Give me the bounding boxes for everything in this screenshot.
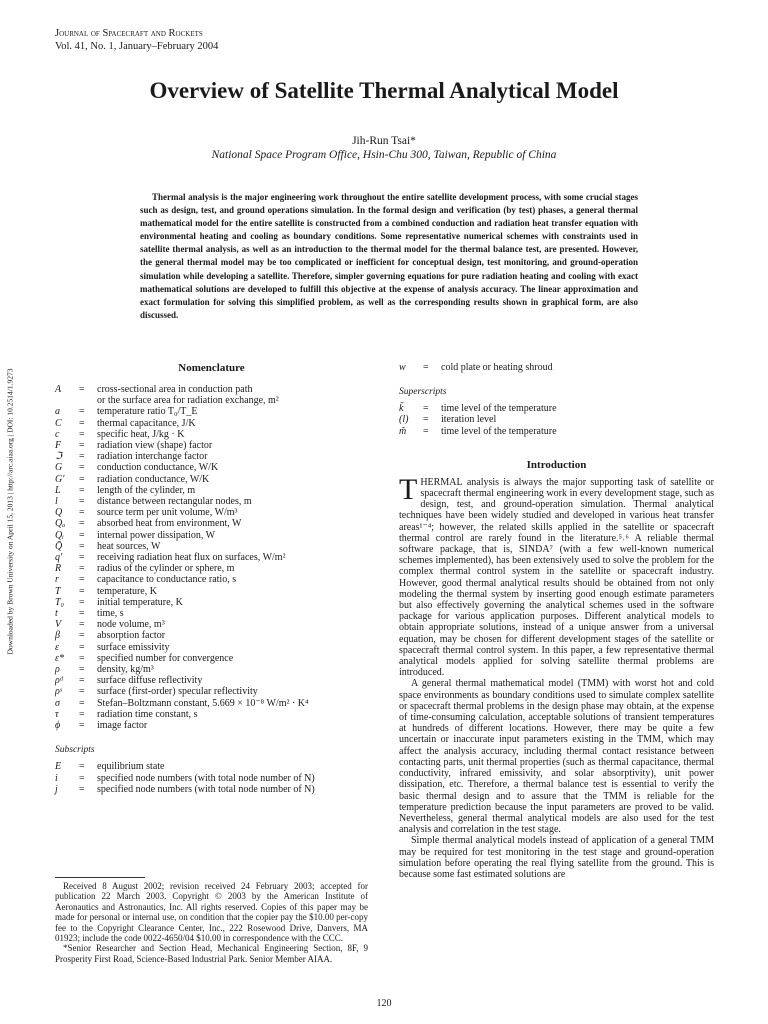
definition-text: time, s bbox=[97, 608, 124, 620]
definition-text: time level of the temperature bbox=[441, 403, 557, 415]
definition-text: radiation conductance, W/K bbox=[97, 473, 210, 485]
nomenclature-equals: = bbox=[79, 462, 85, 474]
nomenclature-definition bbox=[97, 761, 368, 772]
nomenclature-definition bbox=[97, 440, 368, 451]
nomenclature-row bbox=[55, 675, 368, 686]
nomenclature-symbol: m̃ bbox=[399, 425, 407, 437]
definition-text: specified node numbers (with total node number of N) bbox=[97, 772, 315, 784]
nomenclature-definition bbox=[97, 451, 368, 462]
lead-word: HERMAL bbox=[420, 476, 463, 488]
nomenclature-equals: = bbox=[423, 414, 429, 426]
nomenclature-symbol: q′ bbox=[55, 552, 63, 564]
definition-text: Stefan–Boltzmann constant, 5.669 × 10⁻⁸ W/m² · K⁴ bbox=[97, 697, 309, 709]
nomenclature-equals: = bbox=[79, 440, 85, 452]
superscripts-list bbox=[399, 403, 714, 437]
nomenclature-row bbox=[55, 586, 368, 597]
nomenclature-definition bbox=[97, 773, 368, 784]
superscripts-heading: Superscripts bbox=[399, 387, 447, 398]
nomenclature-definition bbox=[97, 429, 368, 440]
nomenclature-row bbox=[55, 440, 368, 451]
nomenclature-definition bbox=[97, 485, 368, 496]
nomenclature-symbol: Qₐ bbox=[55, 518, 66, 530]
nomenclature-equals: = bbox=[79, 585, 85, 597]
introduction-paragraph-3: Simple thermal analytical models instead of application of a general TMM may be required for test monitoring in the test stage and ground-operation simulation before operating the real flying satellite from the ground. This is because some fast estimated solutions are bbox=[399, 835, 714, 880]
definition-text: temperature, K bbox=[97, 585, 157, 597]
paper-title: Overview of Satellite Thermal Analytical Model bbox=[149, 78, 619, 103]
nomenclature-equals: = bbox=[79, 608, 85, 620]
definition-text: specific heat, J/kg · K bbox=[97, 428, 185, 440]
nomenclature-symbol: ε* bbox=[55, 652, 64, 664]
nomenclature-row bbox=[55, 686, 368, 697]
nomenclature-row bbox=[55, 709, 368, 720]
abstract bbox=[140, 191, 638, 322]
definition-text: internal power dissipation, W bbox=[97, 529, 216, 541]
nomenclature-symbol: T₀ bbox=[55, 596, 65, 608]
nomenclature-row bbox=[55, 784, 368, 795]
author-name: Jih-Run Tsai* bbox=[352, 135, 416, 147]
nomenclature-equals: = bbox=[79, 451, 85, 463]
nomenclature-definition bbox=[97, 474, 368, 485]
nomenclature-definition bbox=[441, 426, 714, 437]
nomenclature-equals: = bbox=[79, 406, 85, 418]
definition-text: surface (first-order) specular reflectivity bbox=[97, 686, 258, 698]
nomenclature-symbol: A bbox=[55, 384, 62, 395]
definition-text: length of the cylinder, m bbox=[97, 484, 196, 496]
nomenclature-symbol: k̃ bbox=[399, 403, 404, 415]
definition-text: heat sources, W bbox=[97, 540, 161, 552]
nomenclature-equals: = bbox=[79, 619, 85, 631]
nomenclature-equals: = bbox=[79, 652, 85, 664]
nomenclature-definition bbox=[97, 552, 368, 563]
nomenclature-symbol: t bbox=[55, 608, 58, 620]
nomenclature-symbol: V bbox=[55, 619, 62, 631]
nomenclature-symbol: T bbox=[55, 585, 61, 597]
nomenclature-definition bbox=[97, 608, 368, 619]
definition-text: surface emissivity bbox=[97, 641, 170, 653]
nomenclature-definition bbox=[441, 403, 714, 414]
abstract-text: Thermal analysis is the major engineering work throughout the entire satellite development process, with some crucial stages such as design, test, and ground operations simulation. In the formal design and verification (by test) phases, a general thermal mathematical model for the entire satellite is constructed from a combined conduction and radiation heat transfer equation with environmental heating and cooling as boundary conditions. Some representative numerical schemes with constraints used in satellite thermal analysis, as well as an introduction to the thermal model for the thermal balance test, are presented. However, the general thermal model may be too complicated or inefficient for conceptual design, test monitoring, and ground-operation simulation while developing a satellite. Therefore, simpler governing equations for pure radiation heating and cooling with exact mathematical solutions are developed to fulfill this objective at the expense of analysis accuracy. The linear approximation and exact formulation for solving this simplified problem, as well as the corresponding results shown in graphical form, are also discussed. bbox=[140, 192, 638, 320]
nomenclature-row bbox=[55, 474, 368, 485]
nomenclature-equals: = bbox=[79, 574, 85, 586]
nomenclature-equals: = bbox=[79, 720, 85, 732]
introduction-paragraph-1 bbox=[399, 472, 714, 679]
nomenclature-symbol: Qᵢ bbox=[55, 529, 64, 541]
nomenclature-row bbox=[55, 507, 368, 518]
introduction-paragraph-2: A general thermal mathematical model (TMM) with worst hot and cold space environments as boundary conditions used to simulate complex satellite or spacecraft thermal problems in the design phase may obtain, at the expense of time-consuming calculation, acceptable solutions of transient temperatures at hundreds of different locations. However, there may be quite a few uncertain or inaccurate input parameters existing in the TMM, which may affect the analysis accuracy, including thermal contact resistance between contacting parts, unit thermal properties (such as thermal capacitance, thermal conductivity, infrared emissivity, and solar absorptivity), unit power dissipation, etc. Therefore, a thermal balance test is essential to verify the basic thermal design and to assure that the TMM is reliable for the temperature prediction because the input parameters are proved to be valid. Nevertheless, general thermal analytical models are also used for the test analysis and correlation in the test stage. bbox=[399, 678, 714, 836]
nomenclature-row bbox=[55, 720, 368, 731]
nomenclature-row bbox=[55, 642, 368, 653]
nomenclature-definition bbox=[97, 619, 368, 630]
definition-text: cold plate or heating shroud bbox=[441, 362, 553, 373]
footnote-rule bbox=[55, 877, 145, 878]
nomenclature-row bbox=[399, 403, 714, 414]
nomenclature-symbol: E bbox=[55, 761, 62, 773]
nomenclature-definition bbox=[97, 630, 368, 641]
nomenclature-row bbox=[55, 406, 368, 417]
nomenclature-row bbox=[55, 597, 368, 608]
nomenclature-symbol: ρˢ bbox=[55, 686, 62, 698]
nomenclature-equals: = bbox=[79, 630, 85, 642]
nomenclature-symbol: F bbox=[55, 440, 62, 452]
introduction-body bbox=[399, 472, 714, 880]
definition-continuation: or the surface area for radiation exchange, m² bbox=[97, 395, 279, 407]
definition-text: radius of the cylinder or sphere, m bbox=[97, 563, 235, 575]
nomenclature-symbol: L bbox=[55, 484, 61, 496]
nomenclature-symbol: G bbox=[55, 462, 63, 474]
nomenclature-definition bbox=[97, 698, 368, 709]
nomenclature-definition bbox=[97, 574, 368, 585]
nomenclature-equals: = bbox=[79, 686, 85, 698]
page-number: 120 bbox=[376, 998, 392, 1009]
nomenclature-equals: = bbox=[79, 428, 85, 440]
nomenclature-equals: = bbox=[79, 697, 85, 709]
nomenclature-equals: = bbox=[79, 675, 85, 687]
journal-volume: Vol. 41, No. 1, January–February 2004 bbox=[55, 41, 219, 52]
nomenclature-symbol: β bbox=[55, 630, 60, 642]
nomenclature-equals: = bbox=[79, 540, 85, 552]
definition-text: iteration level bbox=[441, 414, 497, 426]
nomenclature-definition bbox=[97, 530, 368, 541]
nomenclature-definition bbox=[97, 496, 368, 507]
nomenclature-row bbox=[55, 541, 368, 552]
nomenclature-equals: = bbox=[79, 507, 85, 519]
nomenclature-equals: = bbox=[79, 563, 85, 575]
nomenclature-equals: = bbox=[79, 518, 85, 530]
nomenclature-equals: = bbox=[79, 417, 85, 429]
nomenclature-equals: = bbox=[79, 772, 85, 784]
definition-text: absorbed heat from environment, W bbox=[97, 518, 242, 530]
nomenclature-row bbox=[55, 462, 368, 473]
author-affiliation: National Space Program Office, Hsin-Chu 300, Taiwan, Republic of China bbox=[211, 149, 557, 161]
left-column bbox=[55, 362, 368, 795]
nomenclature-equals: = bbox=[79, 761, 85, 773]
nomenclature-row bbox=[55, 773, 368, 784]
nomenclature-definition bbox=[97, 541, 368, 552]
nomenclature-row bbox=[55, 619, 368, 630]
nomenclature-row bbox=[55, 496, 368, 507]
nomenclature-definition bbox=[97, 586, 368, 597]
nomenclature-equals: = bbox=[79, 641, 85, 653]
nomenclature-definition bbox=[97, 642, 368, 653]
nomenclature-definition bbox=[97, 784, 368, 795]
nomenclature-equals: = bbox=[79, 529, 85, 541]
definition-text: density, kg/m³ bbox=[97, 664, 154, 676]
definition-text: thermal capacitance, J/K bbox=[97, 417, 196, 429]
definition-text: conduction conductance, W/K bbox=[97, 462, 219, 474]
nomenclature-equals: = bbox=[79, 552, 85, 564]
nomenclature-row bbox=[55, 530, 368, 541]
nomenclature-row bbox=[55, 664, 368, 675]
nomenclature-row bbox=[55, 574, 368, 585]
definition-text: capacitance to conductance ratio, s bbox=[97, 574, 237, 586]
nomenclature-row bbox=[399, 362, 714, 373]
nomenclature-definition bbox=[97, 406, 368, 417]
nomenclature-symbol: (l) bbox=[399, 414, 409, 426]
nomenclature-definition bbox=[97, 462, 368, 473]
nomenclature-equals: = bbox=[423, 403, 429, 415]
nomenclature-definition bbox=[97, 686, 368, 697]
nomenclature-row bbox=[55, 451, 368, 462]
nomenclature-symbol: σ bbox=[55, 697, 60, 709]
nomenclature-symbol: Q bbox=[55, 507, 63, 519]
definition-text: radiation interchange factor bbox=[97, 451, 208, 463]
definition-text: initial temperature, K bbox=[97, 596, 183, 608]
nomenclature-definition bbox=[97, 507, 368, 518]
introduction-heading: Introduction bbox=[526, 458, 587, 471]
definition-text: time level of the temperature bbox=[441, 425, 557, 437]
nomenclature-symbol: j bbox=[55, 783, 58, 795]
definition-text: surface diffuse reflectivity bbox=[97, 675, 203, 687]
nomenclature-symbol: Q̄ bbox=[55, 540, 63, 552]
nomenclature-symbol: c bbox=[55, 428, 60, 440]
nomenclature-definition bbox=[97, 597, 368, 608]
right-column bbox=[399, 362, 714, 880]
definition-text: specified node numbers (with total node number of N) bbox=[97, 783, 315, 795]
definition-text: absorption factor bbox=[97, 630, 166, 642]
nomenclature-row bbox=[55, 698, 368, 709]
nomenclature-symbol: G′ bbox=[55, 473, 65, 485]
nomenclature-symbol: l bbox=[55, 496, 58, 508]
definition-text: source term per unit volume, W/m³ bbox=[97, 507, 238, 519]
nomenclature-row bbox=[55, 518, 368, 529]
nomenclature-row bbox=[55, 418, 368, 429]
journal-header bbox=[55, 27, 218, 53]
nomenclature-equals: = bbox=[423, 362, 429, 373]
download-notice: Downloaded by Brown University on April 15, 2013 | http://arc.aiaa.org | DOI: 10.2514/1.9273 bbox=[5, 368, 15, 655]
definition-text: distance between rectangular nodes, m bbox=[97, 496, 252, 508]
nomenclature-symbol: ρ bbox=[55, 664, 60, 676]
nomenclature-symbol: ϕ bbox=[55, 720, 61, 732]
nomenclature-row bbox=[55, 429, 368, 440]
nomenclature-continued-list bbox=[399, 362, 714, 373]
paragraph-1-text: analysis is always the major supporting task of satellite or spacecraft thermal engineering work in every development stage, such as design, test, and ground-operation simulation. Thermal analytical techniques have been widely studied and developed in various heat transfer areas¹⁻⁴; however, the related skills applied in the satellite or spacecraft thermal control are rarely found in the literature.⁵˒⁶ A reliable thermal software package, that is, SINDA⁷ (with a few well-known numerical schemes implemented), has been extensively used to solve the problem for the complex thermal control system in the satellite or spacecraft industry. However, good thermal analytical results should be obtained from not only modeling the thermal system by inserting good enough estimate parameters but also effectively governing the analytical schemes used in the software package for various application purposes. Different analytical models to obtain appropriate solutions, instead of a unique answer from a universal equation, may be chosen for different development stages of the satellite or spacecraft thermal control system. In this paper, a few representative thermal analytical models applied for solving satellite thermal problems are introduced. bbox=[399, 476, 714, 679]
nomenclature-symbol: ρᵈ bbox=[55, 675, 63, 687]
subscripts-list bbox=[55, 761, 368, 795]
nomenclature-row bbox=[55, 485, 368, 496]
nomenclature-definition bbox=[97, 653, 368, 664]
nomenclature-row bbox=[55, 563, 368, 574]
definition-text: temperature ratio T₀/T_E bbox=[97, 406, 198, 418]
nomenclature-row bbox=[55, 384, 368, 406]
subscripts-heading: Subscripts bbox=[55, 745, 95, 756]
drop-cap: T bbox=[399, 472, 418, 506]
nomenclature-definition bbox=[97, 418, 368, 429]
nomenclature-row bbox=[55, 552, 368, 563]
nomenclature-row bbox=[55, 761, 368, 772]
nomenclature-equals: = bbox=[79, 473, 85, 485]
nomenclature-symbol: i bbox=[55, 772, 58, 784]
nomenclature-definition bbox=[97, 384, 368, 406]
nomenclature-definition bbox=[97, 563, 368, 574]
definition-text: receiving radiation heat flux on surfaces, W/m² bbox=[97, 552, 286, 564]
nomenclature-equals: = bbox=[79, 708, 85, 720]
nomenclature-list bbox=[55, 384, 368, 731]
nomenclature-definition bbox=[97, 664, 368, 675]
definition-text: specified number for convergence bbox=[97, 652, 234, 664]
nomenclature-equals: = bbox=[79, 384, 85, 395]
nomenclature-definition bbox=[97, 720, 368, 731]
definition-text: radiation time constant, s bbox=[97, 708, 198, 720]
nomenclature-symbol: ε bbox=[55, 641, 59, 653]
footnote-received: Received 8 August 2002; revision received 24 February 2003; accepted for publication 22 March 2003. Copyright © 2003 by the American Institute of Aeronautics and Astronautics, Inc. All rights reserved. Copies of this paper may be made for personal or internal use, on condition that the copier pay the $10.00 per-copy fee to the Copyright Clearance Center, Inc., 222 Rosewood Drive, Danvers, MA 01923; include the code 0022-4650/04 $10.00 in correspondence with the CCC. bbox=[55, 881, 368, 944]
definition-text: equilibrium state bbox=[97, 761, 165, 773]
definition-text: cross-sectional area in conduction path bbox=[97, 384, 253, 395]
nomenclature-definition bbox=[97, 675, 368, 686]
nomenclature-equals: = bbox=[79, 484, 85, 496]
nomenclature-heading: Nomenclature bbox=[178, 362, 245, 374]
nomenclature-equals: = bbox=[423, 425, 429, 437]
nomenclature-row bbox=[55, 630, 368, 641]
nomenclature-definition bbox=[441, 414, 714, 425]
nomenclature-definition bbox=[97, 709, 368, 720]
nomenclature-equals: = bbox=[79, 496, 85, 508]
nomenclature-symbol: w bbox=[399, 362, 406, 373]
definition-text: radiation view (shape) factor bbox=[97, 440, 213, 452]
nomenclature-symbol: τ bbox=[55, 708, 59, 720]
nomenclature-row bbox=[399, 414, 714, 425]
definition-text: image factor bbox=[97, 720, 148, 732]
definition-text: node volume, m³ bbox=[97, 619, 165, 631]
nomenclature-symbol: r bbox=[55, 574, 59, 586]
nomenclature-equals: = bbox=[79, 783, 85, 795]
journal-name: Journal of Spacecraft and Rockets bbox=[55, 28, 203, 39]
nomenclature-symbol: a bbox=[55, 406, 60, 418]
footnotes bbox=[55, 877, 368, 964]
nomenclature-equals: = bbox=[79, 664, 85, 676]
nomenclature-row bbox=[399, 426, 714, 437]
footnote-author: *Senior Researcher and Section Head, Mechanical Engineering Section, 8F, 9 Prosperity First Road, Science-Based Industrial Park. Senior Member AIAA. bbox=[55, 943, 368, 964]
nomenclature-row bbox=[55, 653, 368, 664]
nomenclature-definition bbox=[97, 518, 368, 529]
nomenclature-definition bbox=[441, 362, 714, 373]
nomenclature-equals: = bbox=[79, 596, 85, 608]
nomenclature-symbol: C bbox=[55, 417, 62, 429]
nomenclature-symbol: ℑ bbox=[55, 451, 62, 463]
nomenclature-row bbox=[55, 608, 368, 619]
nomenclature-symbol: R bbox=[55, 563, 62, 575]
